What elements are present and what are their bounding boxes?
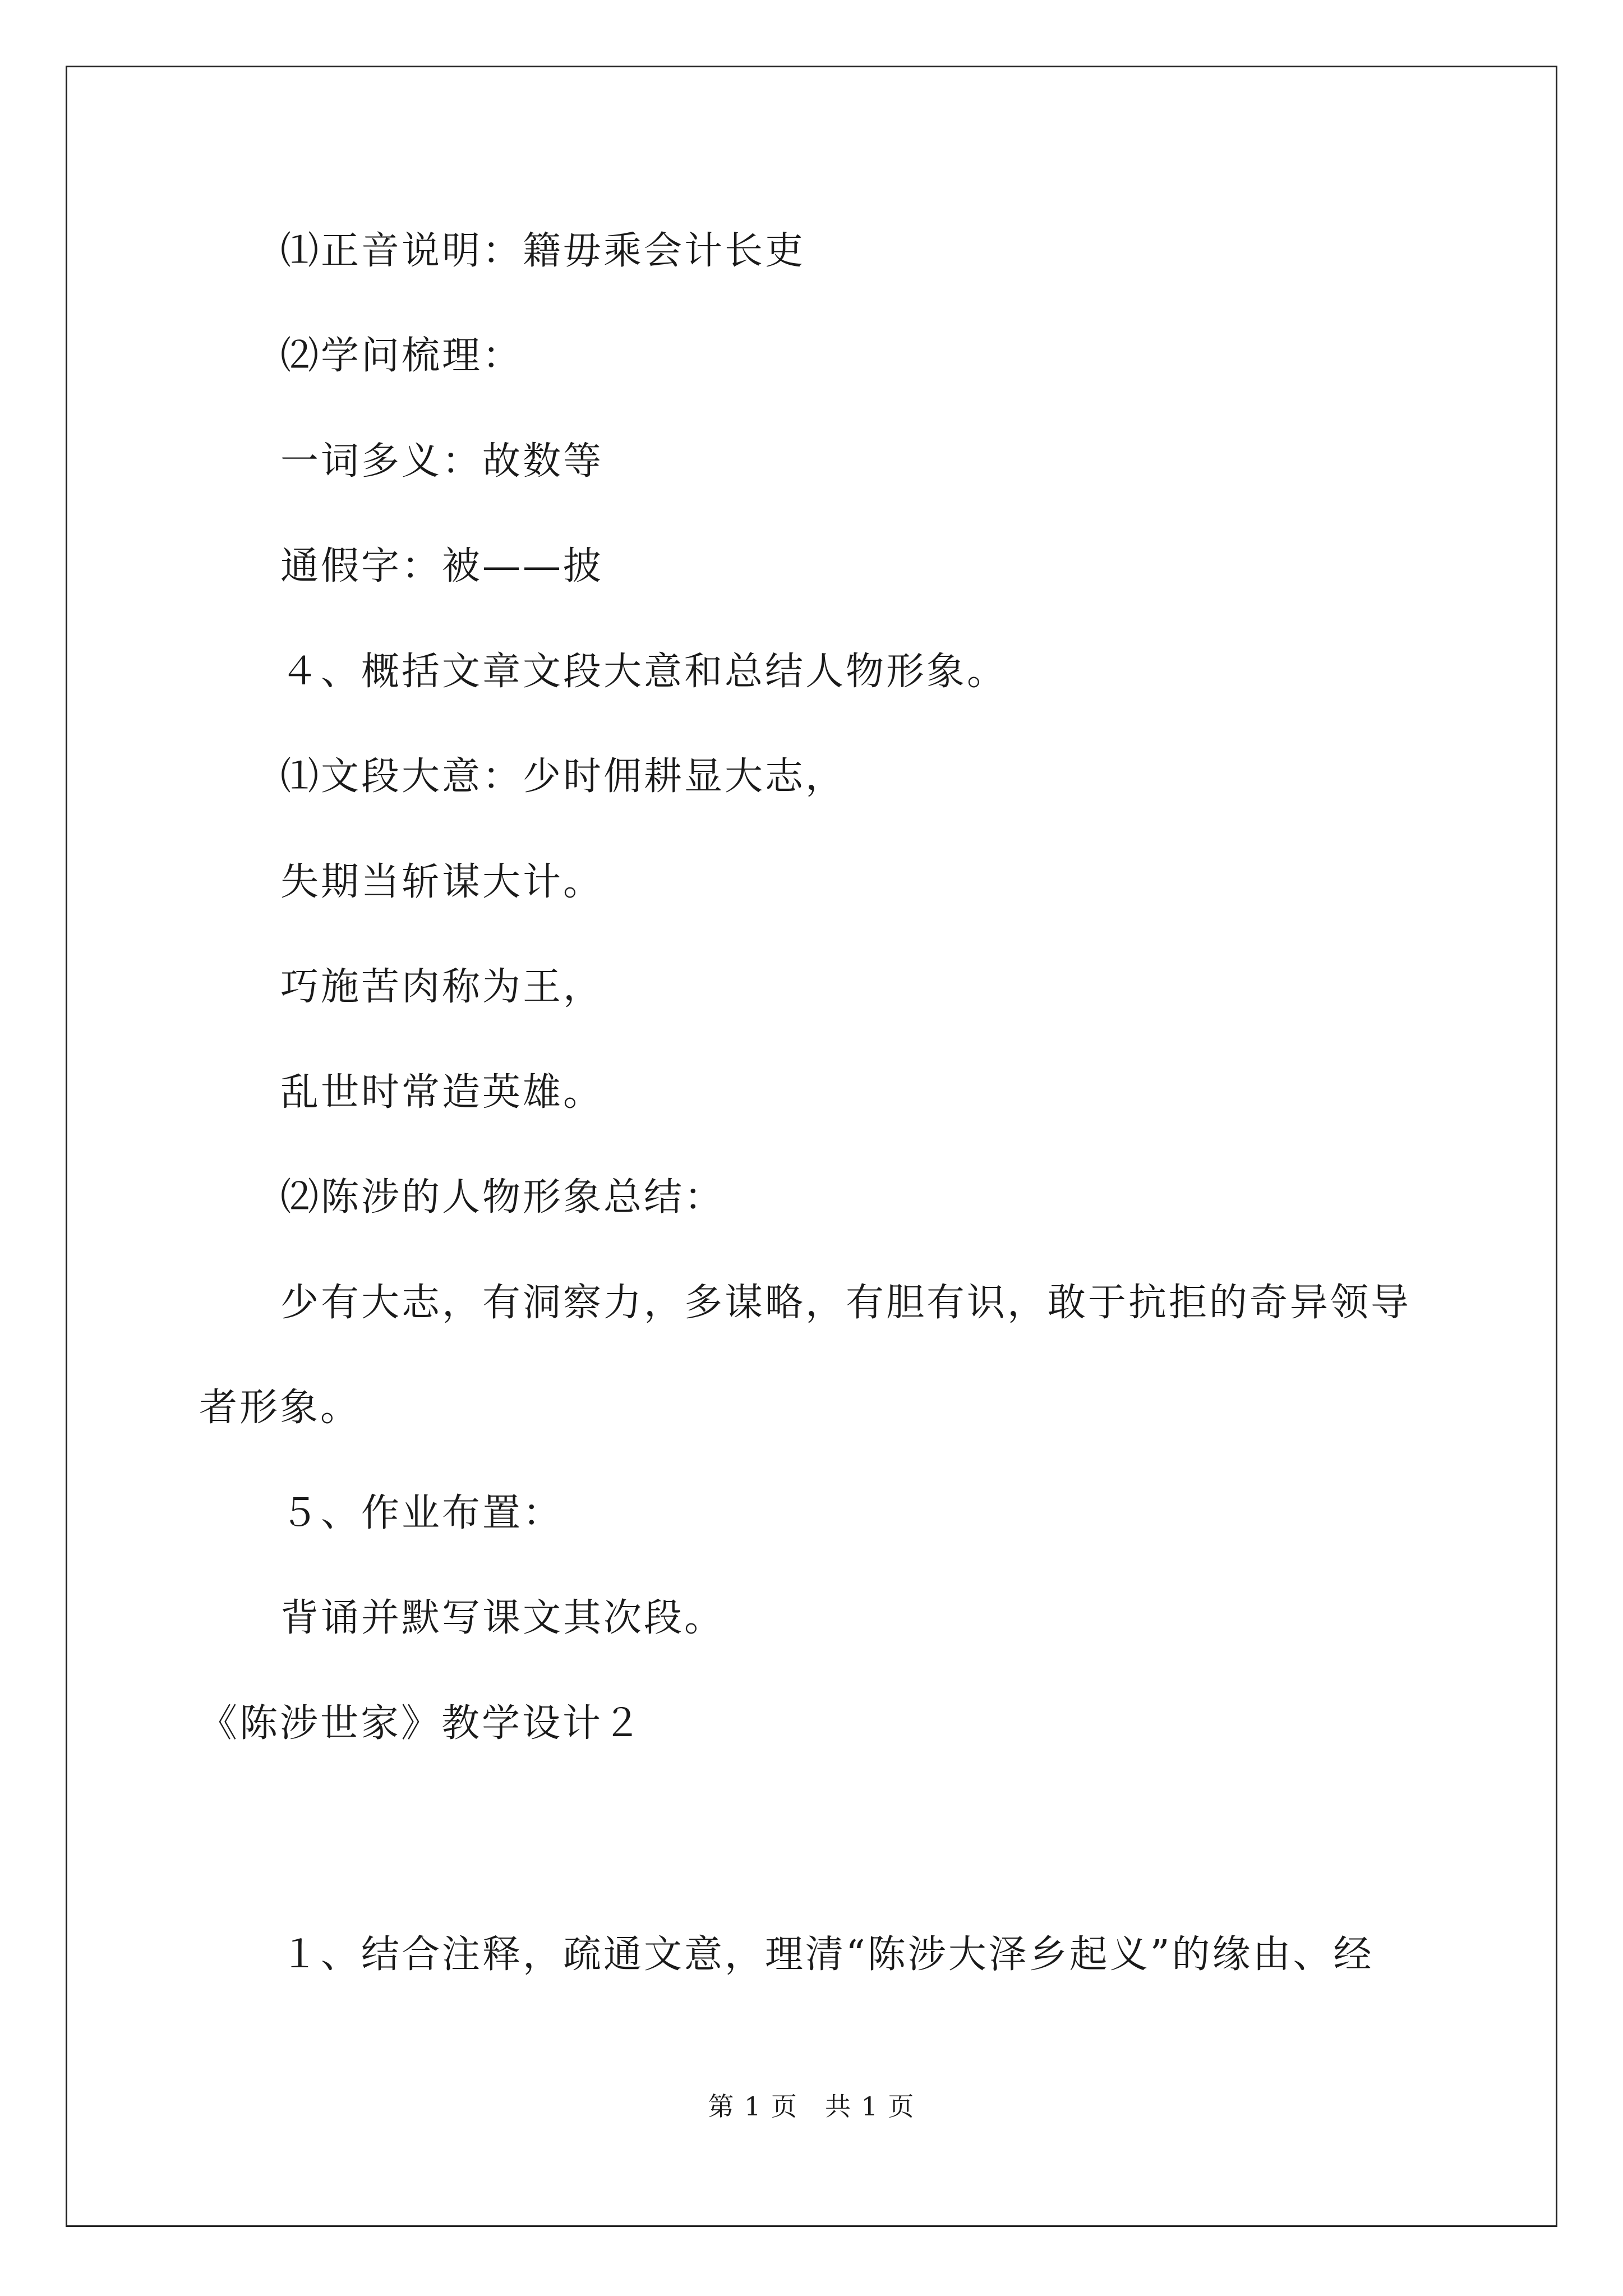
text-line: ⑴文段大意：少时佣耕显大志， <box>280 754 846 799</box>
text-line: 背诵并默写课文其次段。 <box>280 1596 725 1640</box>
page-footer: 第 1 页 共 1 页 <box>708 2091 915 2122</box>
text-line: ⑴正音说明：籍毋乘会计长吏 <box>280 229 806 273</box>
text-line: １、结合注释，疏通文意，理清“陈涉大泽乡起义”的缘由、经 <box>280 1932 1374 1977</box>
section-heading: 《陈涉世家》教学设计２ <box>199 1701 644 1746</box>
text-line: ４、概括文章文段大意和总结人物形象。 <box>280 650 1008 694</box>
text-line: ５、作业布置： <box>280 1491 564 1535</box>
text-line: 一词多义：故数等 <box>280 439 604 484</box>
page-border <box>66 66 1557 2227</box>
text-line: 少有大志，有洞察力，多谋略，有胆有识，敢于抗拒的奇异领导 <box>280 1281 1412 1325</box>
text-line: 失期当斩谋大计。 <box>280 860 604 904</box>
text-line: 者形象。 <box>199 1386 361 1430</box>
text-line: 巧施苦肉称为王， <box>280 965 604 1009</box>
text-line: 乱世时常造英雄。 <box>280 1070 604 1115</box>
text-line: ⑵学问梳理： <box>280 334 523 378</box>
text-line: ⑵陈涉的人物形象总结： <box>280 1175 725 1220</box>
text-line: 通假字：被——披 <box>280 544 604 588</box>
